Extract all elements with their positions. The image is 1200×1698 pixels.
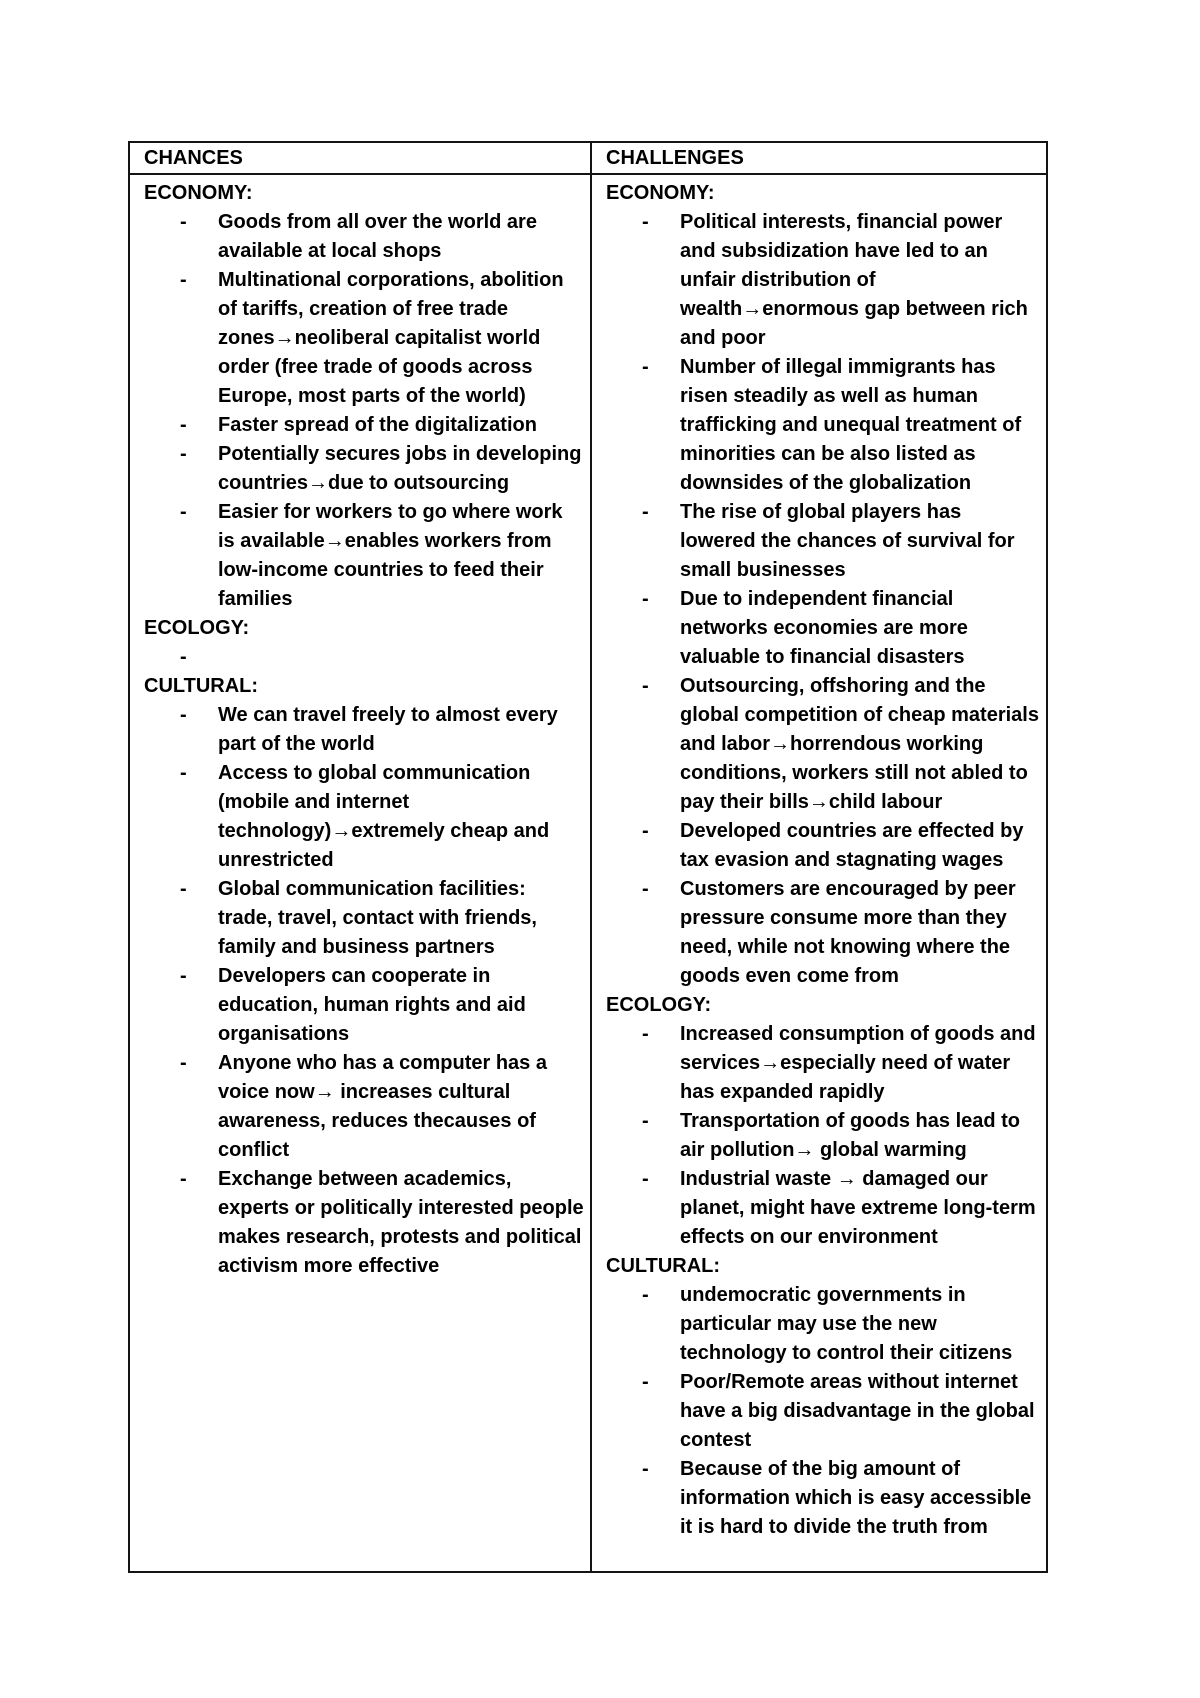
challenges-header: CHALLENGES [592, 143, 1046, 175]
section-title: ECOLOGY: [606, 994, 712, 1016]
bullet-item [130, 440, 588, 498]
bullet-item [592, 1165, 1044, 1252]
bullet-dash-marker: - [642, 211, 649, 233]
bullet-dash-marker: - [180, 501, 187, 523]
section-title: ECOLOGY: [144, 617, 250, 639]
bullet-dash-marker: - [180, 1168, 187, 1190]
bullet-item [592, 585, 1044, 672]
chances-challenges-table [128, 141, 1048, 1573]
section-title: ECONOMY: [606, 182, 715, 204]
bullet-item [130, 962, 588, 1049]
bullet-item [592, 1107, 1044, 1165]
bullet-dash-marker: - [642, 1458, 649, 1480]
bullet-dash-marker: - [180, 269, 187, 291]
bullet-dash-marker: - [180, 965, 187, 987]
bullet-item [130, 875, 588, 962]
bullet-text: Anyone who has a computer has a voice now→ increases cultural awareness, reduces thecauses of conflict [218, 1052, 547, 1161]
bullet-text: Transportation of goods has lead to air pollution→ global warming [680, 1110, 1021, 1161]
bullet-text: Easier for workers to go where work is available→enables workers from low-income countries to feed their families [218, 501, 563, 610]
bullet-dash-marker: - [642, 1023, 649, 1045]
bullet-text: Poor/Remote areas without internet have a big disadvantage in the global contest [680, 1371, 1035, 1451]
bullet-text: Outsourcing, offshoring and the global competition of cheap materials and labor→horrendous working conditions, workers still not abled to pay their bills→child labour [680, 675, 1039, 813]
bullet-text: Multinational corporations, abolition of tariffs, creation of free trade zones→neoliberal capitalist world order (free trade of goods across Europe, most parts of the world) [218, 269, 564, 407]
bullet-item [592, 817, 1044, 875]
bullet-dash-marker: - [642, 588, 649, 610]
bullet-dash-marker: - [642, 675, 649, 697]
bullet-item [130, 498, 588, 614]
bullet-text: We can travel freely to almost every part of the world [218, 704, 558, 755]
bullet-dash-marker: - [642, 501, 649, 523]
bullet-dash-marker: - [642, 878, 649, 900]
bullet-dash-marker: - [180, 762, 187, 784]
bullet-text: Because of the big amount of information which is easy accessible it is hard to divide the truth from [680, 1458, 1032, 1538]
bullet-item [130, 701, 588, 759]
bullet-text: Developers can cooperate in education, human rights and aid organisations [218, 965, 526, 1045]
bullet-item [130, 1049, 588, 1165]
bullet-text: The rise of global players has lowered the chances of survival for small businesses [680, 501, 1015, 581]
bullet-item [130, 411, 588, 440]
bullet-text: Developed countries are effected by tax evasion and stagnating wages [680, 820, 1024, 871]
bullet-item [130, 208, 588, 266]
bullet-text: Political interests, financial power and subsidization have led to an unfair distribution of wealth→enormous gap between rich and poor [680, 211, 1028, 349]
section-title: CULTURAL: [144, 675, 259, 697]
bullet-text: Global communication facilities: trade, travel, contact with friends, family and business partners [218, 878, 537, 958]
bullet-item [592, 1455, 1044, 1542]
bullet-dash-marker: - [180, 211, 187, 233]
bullet-item [130, 266, 588, 411]
chances-header: CHANCES [130, 143, 592, 175]
bullet-item [592, 208, 1044, 353]
bullet-text: Increased consumption of goods and services→especially need of water has expanded rapidly [680, 1023, 1036, 1103]
bullet-text: Customers are encouraged by peer pressure consume more than they need, while not knowing where the goods even come from [680, 878, 1016, 987]
chances-column-content [130, 175, 592, 1571]
bullet-dash-marker: - [642, 356, 649, 378]
bullet-text: Access to global communication (mobile and internet technology)→extremely cheap and unrestricted [218, 762, 550, 871]
challenges-column-content [592, 175, 1046, 1571]
section-title: ECONOMY: [144, 182, 253, 204]
bullet-dash-marker: - [642, 1110, 649, 1132]
bullet-dash-marker: - [180, 443, 187, 465]
bullet-dash-marker: - [642, 1371, 649, 1393]
bullet-text: Industrial waste → damaged our planet, might have extreme long-term effects on our environment [680, 1168, 1036, 1248]
bullet-item [592, 672, 1044, 817]
bullet-item [592, 875, 1044, 991]
bullet-item [130, 1165, 588, 1281]
bullet-dash-marker: - [180, 646, 187, 668]
bullet-item [592, 1368, 1044, 1455]
bullet-dash-marker: - [180, 878, 187, 900]
bullet-text: Exchange between academics, experts or politically interested people makes research, protests and political activism more effective [218, 1168, 584, 1277]
bullet-item [130, 643, 588, 672]
bullet-text: Number of illegal immigrants has risen steadily as well as human trafficking and unequal treatment of minorities can be also listed as downsides of the globalization [680, 356, 1022, 494]
bullet-text: Faster spread of the digitalization [218, 414, 537, 436]
bullet-text: Potentially secures jobs in developing countries→due to outsourcing [218, 443, 582, 494]
bullet-dash-marker: - [180, 414, 187, 436]
bullet-text: Due to independent financial networks economies are more valuable to financial disasters [680, 588, 968, 668]
bullet-dash-marker: - [642, 820, 649, 842]
bullet-item [592, 1281, 1044, 1368]
bullet-item [592, 498, 1044, 585]
bullet-dash-marker: - [642, 1284, 649, 1306]
section-title: CULTURAL: [606, 1255, 721, 1277]
bullet-dash-marker: - [180, 1052, 187, 1074]
bullet-dash-marker: - [180, 704, 187, 726]
bullet-text: Goods from all over the world are available at local shops [218, 211, 537, 262]
bullet-dash-marker: - [642, 1168, 649, 1190]
bullet-item [592, 353, 1044, 498]
bullet-item [592, 1020, 1044, 1107]
bullet-text: undemocratic governments in particular may use the new technology to control their citizens [680, 1284, 1013, 1364]
bullet-item [130, 759, 588, 875]
